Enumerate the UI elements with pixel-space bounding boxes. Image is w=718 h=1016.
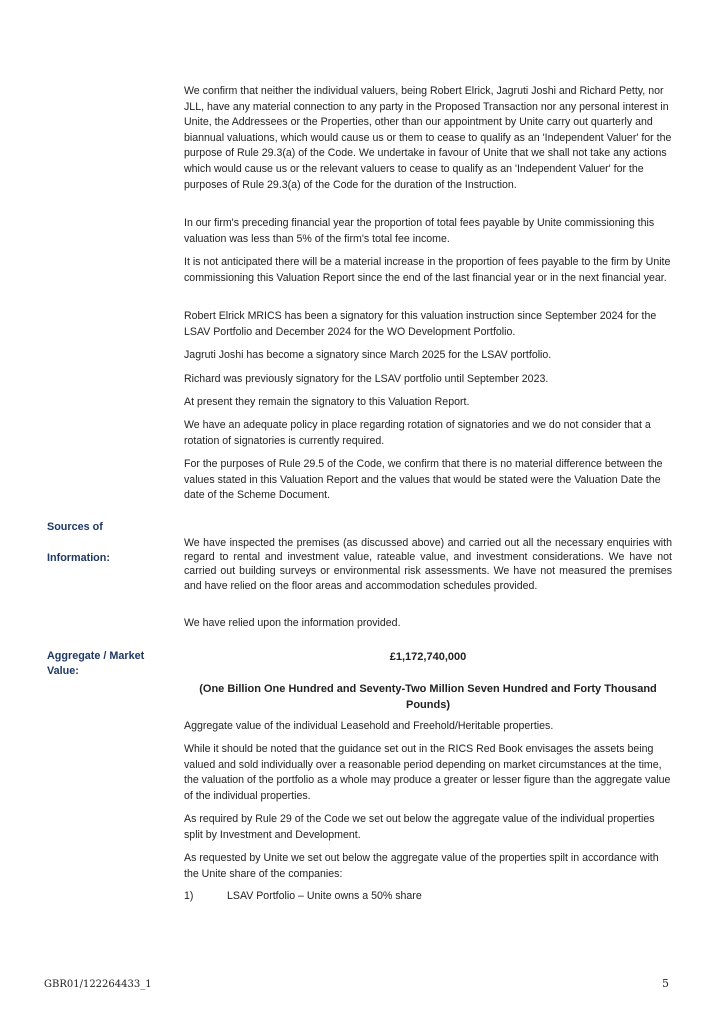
aggregate-description-paragraph: Aggregate value of the individual Leasehold and Freehold/Heritable properties.: [184, 720, 554, 732]
aggregate-value-words: (One Billion One Hundred and Seventy-Two Million Seven Hundred and Forty Thousand Pounds): [199, 683, 657, 711]
aggregate-value-figure: £1,172,740,000: [389, 651, 467, 663]
aggregate-value-label: [47, 649, 175, 679]
list-item-number: 1): [184, 890, 194, 902]
information-label: [47, 551, 175, 566]
rule-29-5-paragraph: For the purposes of Rule 29.5 of the Code, we confirm that there is no material difference between the values stated in this Valuation Report and the values that would be stated were the Valuation Date the date of the Scheme Document.: [184, 458, 663, 502]
signatory-elrick-paragraph: Robert Elrick MRICS has been a signatory for this valuation instruction since September 2024 for the LSAV Portfolio and December 2024 for the WO Development Portfolio.: [184, 310, 657, 338]
signatory-joshi-paragraph: Jagruti Joshi has become a signatory since March 2025 for the LSAV portfolio.: [184, 349, 552, 361]
sources-label-line1: Sources of: [47, 521, 103, 533]
fee-proportion-paragraph: In our firm's preceding financial year the proportion of total fees payable by Unite commissioning this valuation was less than 5% of the firm's total fee income.: [184, 217, 655, 245]
signatory-richard-paragraph: Richard was previously signatory for the LSAV portfolio until September 2023.: [184, 373, 549, 385]
signatory-present-paragraph: At present they remain the signatory to this Valuation Report.: [184, 396, 470, 408]
independence-paragraph: We confirm that neither the individual valuers, being Robert Elrick, Jagruti Joshi and Richard Petty, nor JLL, have any material connection to any party in the Proposed Transaction nor any personal interest in Unite, the Addressees or the Properties, other than our appointment by Unite carry out quarterly and biannual valuations, which would cause us or them to cease to qualify as an 'Independent Valuer' for the purpose of Rule 29.3(a) of the Code. We undertake in favour of Unite that we shall not take any actions which would cause us or the relevant valuers to cease to qualify as an 'Independent Valuer' for the purposes of Rule 29.3(a) of the Code for the duration of the Instruction.: [184, 85, 672, 191]
page-number: 5: [662, 977, 669, 990]
sources-label: [47, 520, 175, 535]
list-item: [184, 889, 672, 904]
document-reference: GBR01/122264433_1: [44, 979, 152, 990]
sources-label-line2: Information:: [47, 552, 110, 564]
relied-upon-paragraph: We have relied upon the information provided.: [184, 617, 401, 629]
aggregate-label-line1: Aggregate / Market: [47, 650, 145, 662]
rotation-policy-paragraph: We have an adequate policy in place regarding rotation of signatories and we do not consider that a rotation of signatories is currently required.: [184, 419, 651, 447]
unite-share-paragraph: As requested by Unite we set out below the aggregate value of the properties spilt in accordance with the Unite share of the companies:: [184, 852, 659, 880]
fee-increase-paragraph: It is not anticipated there will be a material increase in the proportion of fees payable to the firm by Unite commissioning this Valuation Report since the end of the last financial year or in the next financial year.: [184, 256, 671, 284]
aggregate-label-line2: Value:: [47, 665, 79, 677]
list-item-text: LSAV Portfolio – Unite owns a 50% share: [227, 890, 422, 902]
sources-paragraph: We have inspected the premises (as discussed above) and carried out all the necessary enquiries with regard to rental and investment value, rateable value, and investment considerations. We have not carried out building surveys or environmental risk assessments. We have not measured the premises and have relied on the floor areas and accommodation schedules provided.: [184, 537, 672, 592]
rule-29-paragraph: As required by Rule 29 of the Code we set out below the aggregate value of the individual properties split by Investment and Development.: [184, 813, 655, 841]
red-book-paragraph: While it should be noted that the guidance set out in the RICS Red Book envisages the assets being valued and sold individually over a reasonable period depending on market circumstances at the time, the valuation of the portfolio as a whole may produce a greater or lesser figure than the aggregate value of the individual properties.: [184, 743, 671, 802]
